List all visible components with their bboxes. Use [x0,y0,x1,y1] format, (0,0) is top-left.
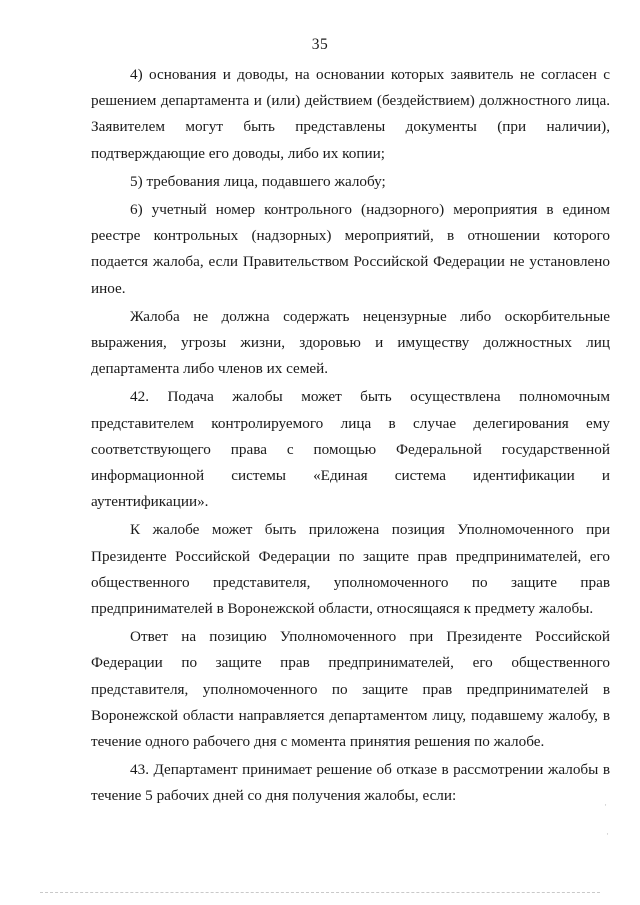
scan-edge-line [40,892,600,893]
paragraph-item-6: 6) учетный номер контрольного (надзорного) мероприятия в едином реестре контрольных (надзорных) мероприятий, в отношении которого подается жалоба, если Правительством Российской Федерации не установлено иное. [91,201,610,297]
scan-speck: · [604,800,607,810]
paragraph-item-4: 4) основания и доводы, на основании которых заявитель не согласен с решением департамента и (или) действием (бездействием) должностного лица. Заявителем могут быть представлены документы (при наличии), подтверждающие его доводы, либо их копии; [91,66,610,162]
paragraph-attachment-position: К жалобе может быть приложена позиция Уполномоченного при Президенте Российской Федерации по защите прав предпринимателей, его общественного представителя, уполномоченного по защите прав предпринимателей в Воронежской области, относящаяся к предмету жалобы. [91,521,610,618]
scan-speck: · [606,829,609,839]
paragraph-43: 43. Департамент принимает решение об отказе в рассмотрении жалобы в течение 5 рабочих дней со дня получения жалобы, если: [91,761,610,805]
page-number: 35 [311,36,329,53]
paragraph-item-5: 5) требования лица, подавшего жалобу; [130,172,386,190]
paragraph-42: 42. Подача жалобы может быть осуществлена полномочным представителем контролируемого лица в случае делегирования ему соответствующего права с помощью Федеральной государственной информационной системы «Единая система идентификации и аутентификации». [91,388,610,511]
paragraph-response-position: Ответ на позицию Уполномоченного при Президенте Российской Федерации по защите прав предпринимателей, его общественного представителя, уполномоченного по защите прав предпринимателей в Воронежской области направляется департаментом лицу, подавшему жалобу, в течение одного рабочего дня с момента принятия решения по жалобе. [91,628,610,751]
paragraph-complaint-content: Жалоба не должна содержать нецензурные либо оскорбительные выражения, угрозы жизни, здоровью и имуществу должностных лиц департамента либо членов их семей. [91,307,610,378]
document-body [91,62,610,810]
